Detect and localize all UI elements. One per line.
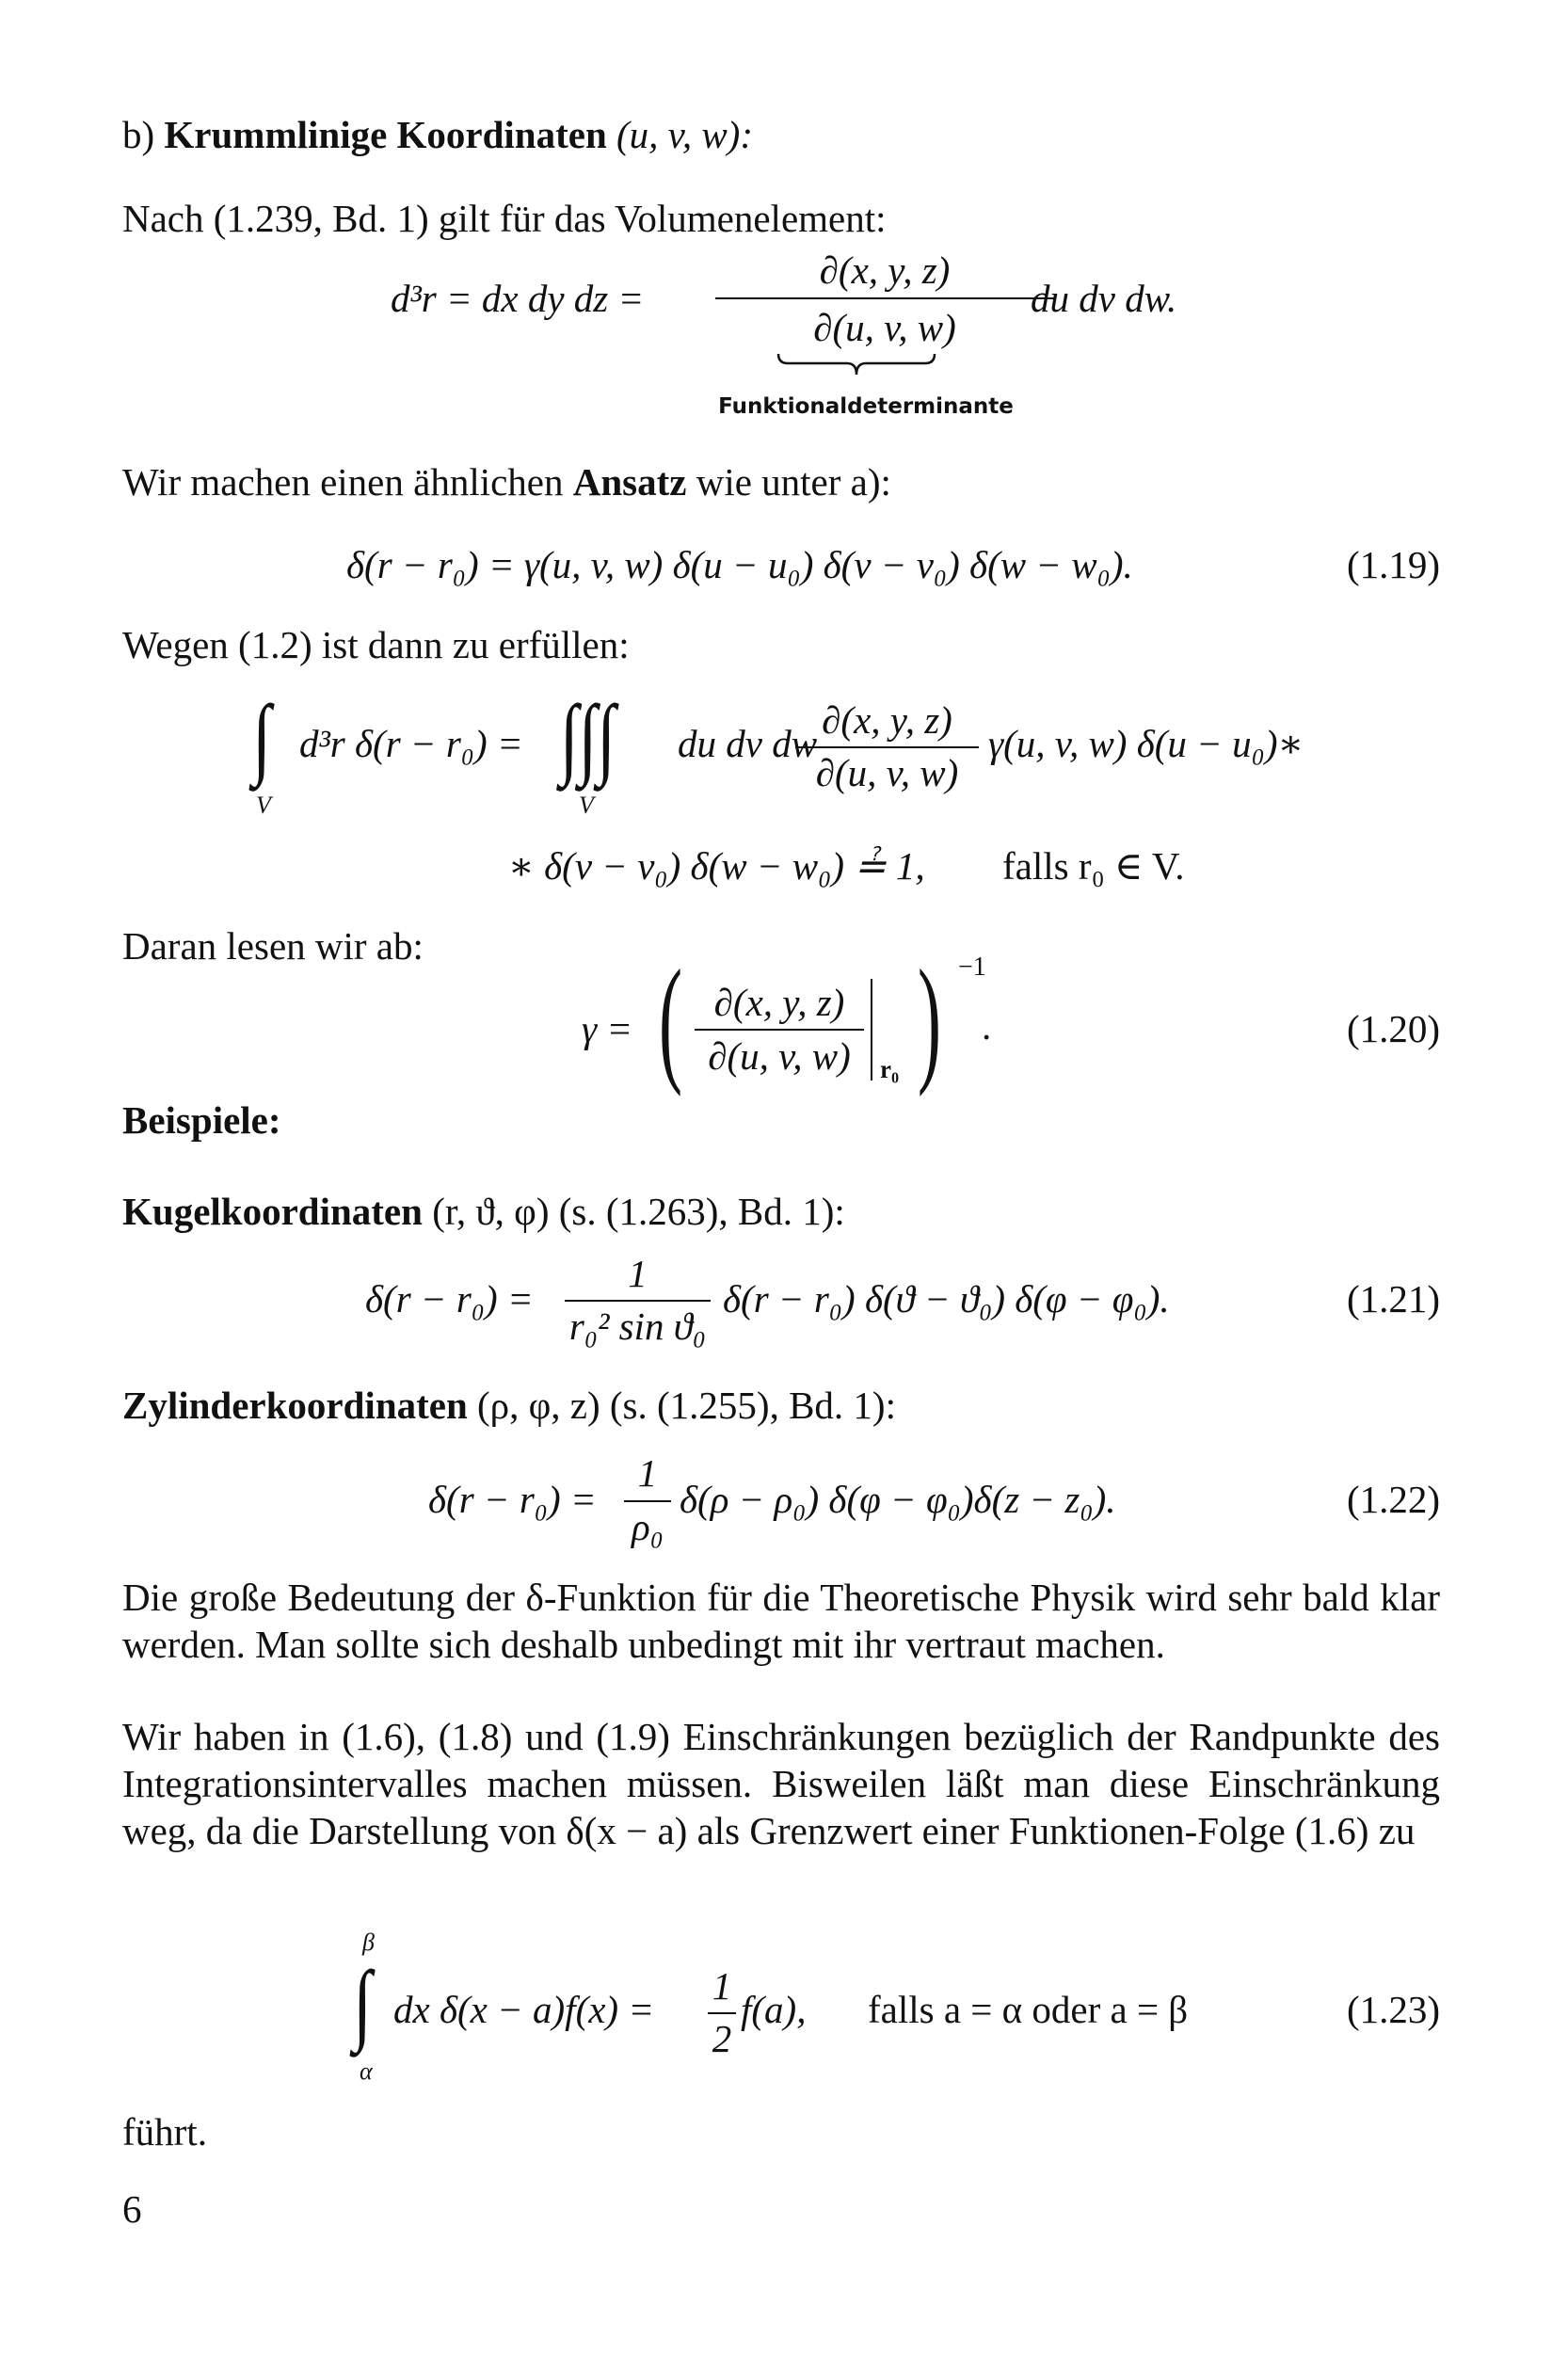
eq-1-23-lower: α (360, 2057, 373, 2085)
heading-prefix: b) (122, 113, 165, 156)
paragraph-wir-haben: Wir haben in (1.6), (1.8) und (1.9) Einschränkungen bezüglich der Randpunkte des Integrationsintervalles machen müssen. Bisweilen läßt man diese Einschränkung weg, da die Darstellung von δ(x − a) als Grenzwert einer Funktionen-Folge (1.6) zu (122, 1715, 1440, 1852)
eq-integral-den: ∂(u, v, w) (815, 751, 959, 794)
paragraph-daran: Daran lesen wir ab: (122, 924, 424, 968)
paren-right: ) (918, 941, 941, 1097)
eq-volume-num: ∂(x, y, z) (819, 248, 951, 292)
zylinder-rest: (ρ, φ, z) (s. (1.255), Bd. 1): (477, 1384, 896, 1427)
eq-volume-den: ∂(u, v, w) (813, 306, 956, 349)
eq-integral-mid: du dv dw (678, 722, 818, 765)
eq-1-22-rhs: δ(ρ − ρ₀) δ(φ − φ₀)δ(z − z₀). (680, 1478, 1116, 1521)
eq-integral-cond: falls r₀ ∈ V. (1002, 844, 1185, 888)
heading-title: Krummlinige Koordinaten (164, 113, 607, 156)
paragraph-fuehrt: führt. (122, 2110, 207, 2153)
eq-integral-line2: ∗ δ(v − v₀) δ(w − w₀) ≟ 1, (508, 844, 925, 888)
eq-volume-lhs: d³r = dx dy dz = (391, 277, 645, 320)
heading-vars: (u, v, w): (616, 113, 753, 156)
eq-volume-rhs: du dv dw. (1031, 277, 1177, 320)
eq-1-22-den: ρ₀ (632, 1505, 664, 1548)
beispiele-heading: Beispiele: (122, 1098, 281, 1142)
paragraph-nach: Nach (1.239, Bd. 1) gilt für das Volumenelement: (122, 197, 887, 240)
eq-number-1-22: (1.22) (1346, 1478, 1440, 1521)
eq-integral-lhs: d³r δ(r − r₀) = (299, 722, 523, 765)
eq-number-1-19: (1.19) (1346, 543, 1440, 586)
section-heading-b (122, 111, 753, 159)
integral-sign-1-23: ∫ (353, 1952, 373, 2053)
eq-volume-fraction-bar (715, 297, 1054, 299)
eq-1-22-lhs: δ(r − r₀) = (428, 1478, 597, 1521)
eq-1-23-num: 1 (712, 1964, 732, 2008)
ansatz-bold: Ansatz (572, 460, 687, 504)
page-number: 6 (122, 2187, 142, 2231)
paragraph-wegen: Wegen (1.2) ist dann zu erfüllen: (122, 623, 630, 666)
eq-1-22-fraction-bar (624, 1500, 671, 1502)
integral-domain-v2: V (579, 792, 594, 819)
zylinder-title: Zylinderkoordinaten (122, 1384, 468, 1427)
integral-sign-triple: ∫∫∫ (559, 686, 616, 787)
eq-1-23-den: 2 (712, 2017, 732, 2060)
eq-1-23-fraction-bar (708, 2012, 736, 2014)
eq-1-20-den: ∂(u, v, w) (708, 1034, 851, 1078)
eq-1-20-fraction-bar (695, 1029, 864, 1031)
brace-label: Funktionaldeterminante (718, 394, 1014, 419)
eq-1-21-num: 1 (628, 1252, 648, 1295)
ansatz-post: wie unter a): (686, 460, 891, 504)
eq-number-1-21: (1.21) (1346, 1277, 1440, 1321)
eq-integral-fraction-bar (795, 746, 979, 748)
eq-1-20-period: . (982, 1004, 992, 1048)
ansatz-pre: Wir machen einen ähnlichen (122, 460, 573, 504)
paren-left: ( (659, 941, 682, 1097)
eq-1-20-eval: r₀ (880, 1055, 900, 1083)
zylinder-heading (122, 1382, 896, 1430)
kugel-rest: (r, ϑ, φ) (s. (1.263), Bd. 1): (432, 1190, 845, 1233)
eq-1-21-den: r₀² sin ϑ₀ (568, 1305, 707, 1348)
eq-1-20-exp: −1 (958, 952, 986, 982)
eq-integral-rhs: γ(u, v, w) δ(u − u₀)∗ (988, 722, 1304, 765)
eq-1-20-lhs: γ = (582, 1007, 633, 1050)
eq-1-23-lhs: dx δ(x − a)f(x) = (393, 1988, 654, 2031)
eq-1-21-rhs: δ(r − r₀) δ(ϑ − ϑ₀) δ(φ − φ₀). (723, 1277, 1170, 1321)
eval-bar (871, 979, 872, 1080)
eq-1-21-fraction-bar (565, 1300, 711, 1302)
eq-1-23-upper: β (362, 1929, 375, 1956)
integral-sign-single: ∫ (252, 686, 272, 787)
eq-number-1-20: (1.20) (1346, 1007, 1440, 1050)
eq-1-20-num: ∂(x, y, z) (713, 981, 845, 1024)
eq-number-1-23: (1.23) (1346, 1988, 1440, 2031)
eq-integral-num: ∂(x, y, z) (822, 698, 952, 742)
eq-1-23-cond: falls a = α oder a = β (868, 1988, 1189, 2031)
kugel-heading (122, 1188, 845, 1236)
eq-1-22-num: 1 (637, 1451, 658, 1495)
integral-domain-v1: V (256, 792, 271, 819)
paragraph-ansatz (122, 458, 891, 506)
eq-1-19: δ(r − r₀) = γ(u, v, w) δ(u − u₀) δ(v − v₀) δ(w − w₀). (346, 543, 1133, 586)
kugel-title: Kugelkoordinaten (122, 1190, 423, 1233)
underbrace (776, 352, 936, 380)
paragraph-bedeutung: Die große Bedeutung der δ-Funktion für die Theoretische Physik wird sehr bald klar werden. Man sollte sich deshalb unbedingt mit ihr vertraut machen. (122, 1576, 1440, 1666)
eq-1-21-lhs: δ(r − r₀) = (365, 1277, 534, 1321)
eq-1-23-rhs: f(a), (741, 1988, 807, 2031)
